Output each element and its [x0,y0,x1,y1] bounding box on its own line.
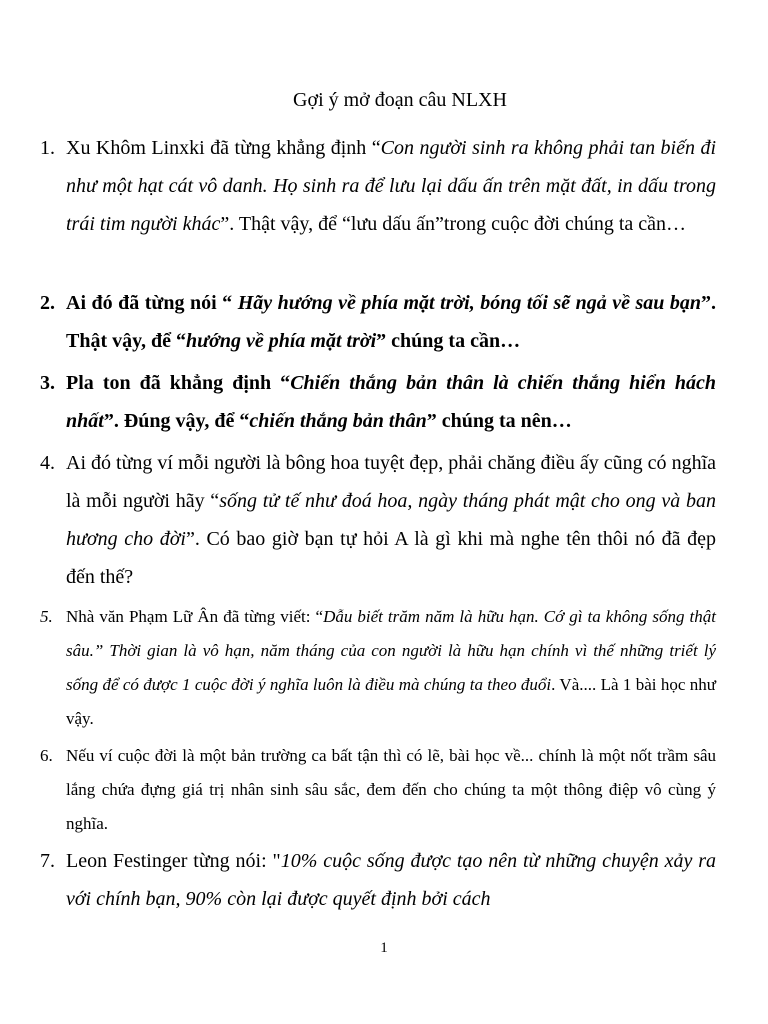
text-run: Nếu ví cuộc đời là một bản trường ca bất tận thì có lẽ, bài học về... chính là một nốt trầm sâu lắng chứa đựng giá trị nhân sinh sâu sắc, đem đến cho chúng ta một thông điệp vô cùng ý nghĩa. [66,746,716,833]
text-run: Ai đó từng ví mỗi người là bông hoa tuyệt đẹp, phải chăng điều ấy cũng có nghĩa là mỗi người hãy “ [66,452,716,512]
quote-run: Con người sinh ra không phải tan biến đi như một hạt cát vô danh. Họ sinh ra để lưu lại dấu ấn trên mặt đất, in dấu trong trái tim người khác [66,137,716,235]
item-number: 6. [40,746,53,765]
text-run: Ai đó đã từng nói “ [66,292,238,314]
item-number-text: 5. [40,607,53,626]
text-run: ”. Thật vậy, để “ [66,292,716,352]
quote-run: hướng về phía mặt trời [186,330,377,352]
item-text [66,284,716,360]
item-number [40,600,53,634]
item-text [66,129,716,243]
text-run: ”. Đúng vậy, để “ [103,410,250,432]
item-number: 3. [40,372,55,394]
text-run: . Và.... Là 1 bài học như vậy. [66,675,716,728]
text-run: Pla ton đã khẳng định “ [66,372,291,394]
quote-run: 10% cuộc sống được tạo nên từ những chuyện xảy ra với chính bạn, 90% còn lại được quyết định bởi cách [66,850,717,910]
quote-run: chiến thắng bản thân [249,410,427,432]
item-number: 1. [40,137,55,159]
list-item [40,364,716,440]
quote-run: Dẫu biết trăm năm là hữu hạn. Cớ gì ta không sống thật sâu.” Thời gian là vô hạn, năm tháng của con người là hữu hạn chính vì thế những triết lý sống để có được 1 cuộc đời ý nghĩa luôn là điều mà chúng ta theo đuổi [66,607,716,694]
list-item [40,842,716,918]
item-text [66,739,716,841]
list-item [40,284,716,360]
text-run: ” chúng ta nên… [426,410,572,432]
quote-run: Chiến thắng bản thân là chiến thắng hiển hách nhất [66,372,716,432]
text-run: ” chúng ta cần… [376,330,521,352]
page-number: 1 [380,940,388,956]
list-item [40,444,716,596]
item-text [66,842,716,918]
text-run: ”. Có bao giờ bạn tự hỏi A là gì khi mà nghe tên thôi nó đã đẹp đến thế? [66,528,716,588]
text-run: Xu Khôm Linxki đã từng khẳng định “ [66,137,381,159]
document-title: Gợi ý mở đoạn câu NLXH [293,89,507,111]
item-text [66,364,716,440]
text-run: Nhà văn Phạm Lữ Ân đã từng viết: “ [66,607,324,626]
item-text [66,444,716,596]
quote-run: sống tử tế như đoá hoa, ngày tháng phát mật cho ong và ban hương cho đời [66,490,716,550]
list-item [40,739,716,841]
list-item [40,600,716,736]
item-number: 2. [40,292,55,314]
item-number: 7. [40,850,55,872]
text-run: ”. Thật vậy, để “lưu dấu ấn”trong cuộc đời chúng ta cần… [220,213,687,235]
list-item [40,129,716,243]
item-number: 4. [40,452,55,474]
text-run: Leon Festinger từng nói: " [66,850,281,872]
quote-run: Hãy hướng về phía mặt trời, bóng tối sẽ ngả về sau bạn [237,292,701,314]
item-text [66,600,716,736]
